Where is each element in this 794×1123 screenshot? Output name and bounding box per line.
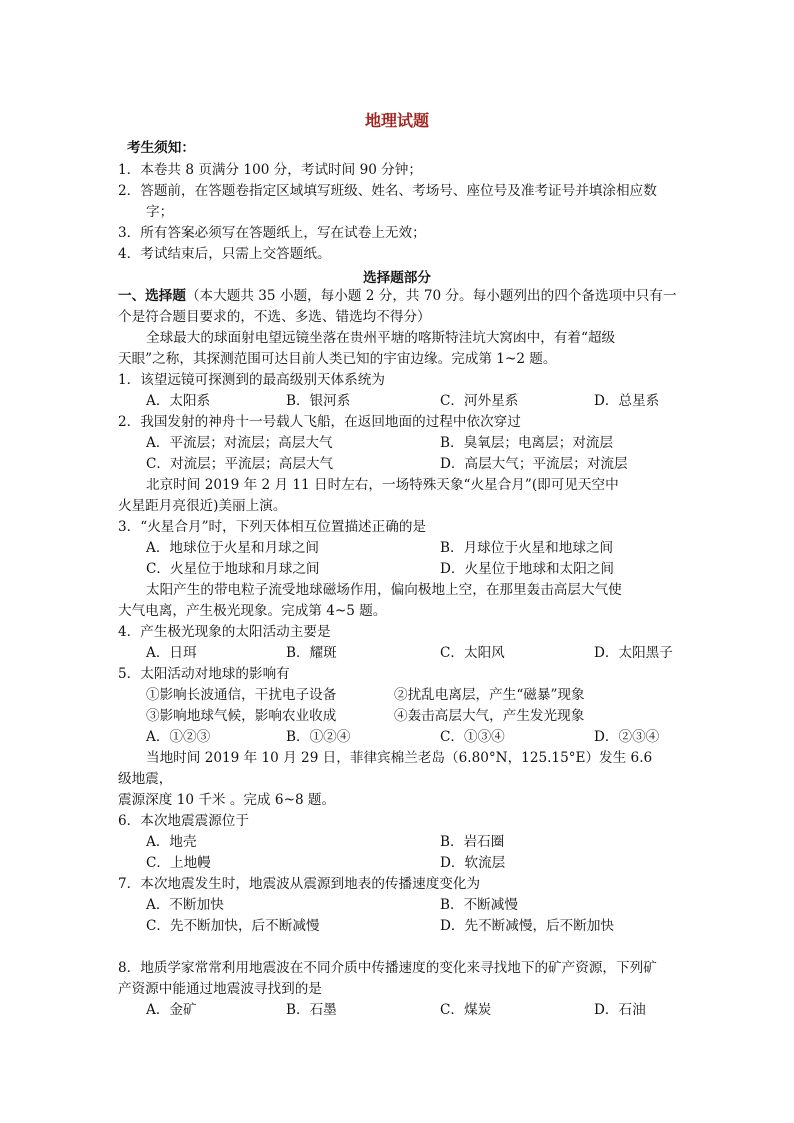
- option-c[interactable]: C．①③④: [440, 729, 505, 745]
- option-d[interactable]: D．石油: [594, 1002, 646, 1018]
- option-a[interactable]: A．地壳: [146, 834, 197, 850]
- option-a[interactable]: A．①②③: [146, 729, 211, 745]
- passage-line: 震源深度 10 千米 。完成 6~8 题。: [118, 792, 336, 808]
- question-stem: 7．本次地震发生时，地震波从震源到地表的传播速度变化为: [118, 876, 481, 892]
- option-b[interactable]: B．不断减慢: [440, 897, 518, 913]
- question-stem: 产资源中能通过地震波寻找到的是: [118, 981, 322, 997]
- statement: ①影响长波通信，干扰电子设备: [146, 687, 337, 703]
- option-c[interactable]: C．先不断加快，后不断减慢: [146, 918, 320, 934]
- section-intro-label: 一、选择题: [118, 288, 186, 304]
- section-intro: [118, 286, 677, 306]
- question-stem: 8．地质学家常常利用地震波在不同介质中传播速度的变化来寻找地下的矿产资源，下列矿: [118, 960, 657, 976]
- question-stem: 6．本次地震震源位于: [118, 813, 249, 829]
- statement: ④轰击高层大气，产生发光现象: [394, 708, 585, 724]
- option-c[interactable]: C．上地幔: [146, 855, 211, 871]
- passage-line: 大气电离，产生极光现象。完成第 4~5 题。: [118, 603, 387, 619]
- statement: ③影响地球气候，影响农业收成: [146, 708, 337, 724]
- passage-line: 火星距月亮很近)美丽上演。: [118, 498, 287, 514]
- option-b[interactable]: B．月球位于火星和地球之间: [440, 540, 614, 556]
- notice-heading: 考生须知：: [127, 140, 195, 156]
- notice-item: 4．考试结束后，只需上交答题纸。: [118, 246, 331, 262]
- section-heading: 选择题部分: [363, 270, 431, 286]
- notice-item: 2．答题前，在答题卷指定区域填写班级、姓名、考场号、座位号及准考证号并填涂相应数: [118, 183, 657, 199]
- section-intro-text: （本大题共 35 小题，每小题 2 分，共 70 分。每小题列出的四个备选项中只有一: [185, 288, 677, 304]
- option-b[interactable]: B．臭氧层；电离层；对流层: [440, 435, 614, 451]
- question-stem: 4．产生极光现象的太阳活动主要是: [118, 624, 331, 640]
- option-b[interactable]: B．①②④: [286, 729, 351, 745]
- option-d[interactable]: D．火星位于地球和太阳之间: [440, 561, 615, 577]
- section-intro-line2: 个是符合题目要求的，不选、多选、错选均不得分）: [118, 309, 431, 325]
- notice-item: 3．所有答案必须写在答题纸上，写在试卷上无效；: [118, 225, 426, 241]
- option-a[interactable]: A．日珥: [146, 645, 197, 661]
- passage-line: 级地震，: [118, 771, 173, 787]
- notice-item: 1．本卷共 8 页满分 100 分，考试时间 90 分钟；: [118, 162, 422, 178]
- option-c[interactable]: C．太阳风: [440, 645, 505, 661]
- option-b[interactable]: B．耀斑: [286, 645, 337, 661]
- notice-item: 字；: [146, 204, 174, 220]
- option-c[interactable]: C．煤炭: [440, 1002, 492, 1018]
- option-b[interactable]: B．石墨: [286, 1002, 337, 1018]
- option-c[interactable]: C．对流层；平流层；高层大气: [146, 456, 334, 472]
- option-d[interactable]: D．高层大气；平流层；对流层: [440, 456, 628, 472]
- option-a[interactable]: A．金矿: [146, 1002, 197, 1018]
- option-a[interactable]: A．地球位于火星和月球之间: [146, 540, 319, 556]
- passage-line: 北京时间 2019 年 2 月 11 日时左右，一场特殊天象“火星合月”(即可见天空中: [146, 477, 619, 493]
- option-d[interactable]: D．软流层: [440, 855, 506, 871]
- passage-line: 当地时间 2019 年 10 月 29 日，菲律宾棉兰老岛（6.80°N，125.15°E）发生 6.6: [146, 750, 653, 766]
- option-d[interactable]: D．太阳黑子: [594, 645, 673, 661]
- passage-line: 太阳产生的带电粒子流受地球磁场作用，偏向极地上空，在那里轰击高层大气使: [146, 582, 622, 598]
- option-a[interactable]: A．太阳系: [146, 393, 211, 409]
- option-c[interactable]: C．火星位于地球和月球之间: [146, 561, 320, 577]
- page-title: 地理试题: [364, 111, 429, 130]
- option-c[interactable]: C．河外星系: [440, 393, 519, 409]
- option-d[interactable]: D．总星系: [594, 393, 660, 409]
- passage-line: 全球最大的球面射电望远镜坐落在贵州平塘的喀斯特洼坑大窝凼中，有着“超级: [146, 330, 616, 346]
- statement: ②扰乱电离层，产生“磁暴”现象: [394, 687, 585, 703]
- option-d[interactable]: D．②③④: [594, 729, 660, 745]
- question-stem: 5．太阳活动对地球的影响有: [118, 666, 290, 682]
- option-a[interactable]: A．平流层；对流层；高层大气: [146, 435, 333, 451]
- option-b[interactable]: B．银河系: [286, 393, 351, 409]
- option-b[interactable]: B．岩石圈: [440, 834, 505, 850]
- option-a[interactable]: A．不断加快: [146, 897, 224, 913]
- question-stem: 1．该望远镜可探测到的最高级别天体系统为: [118, 372, 385, 388]
- option-d[interactable]: D．先不断减慢，后不断加快: [440, 918, 615, 934]
- passage-line: 天眼”之称，其探测范围可达目前人类已知的宇宙边缘。完成第 1~2 题。: [118, 351, 557, 367]
- question-stem: 2．我国发射的神舟十一号载人飞船，在返回地面的过程中依次穿过: [118, 414, 521, 430]
- question-stem: 3．“火星合月”时，下列天体相互位置描述正确的是: [118, 519, 427, 535]
